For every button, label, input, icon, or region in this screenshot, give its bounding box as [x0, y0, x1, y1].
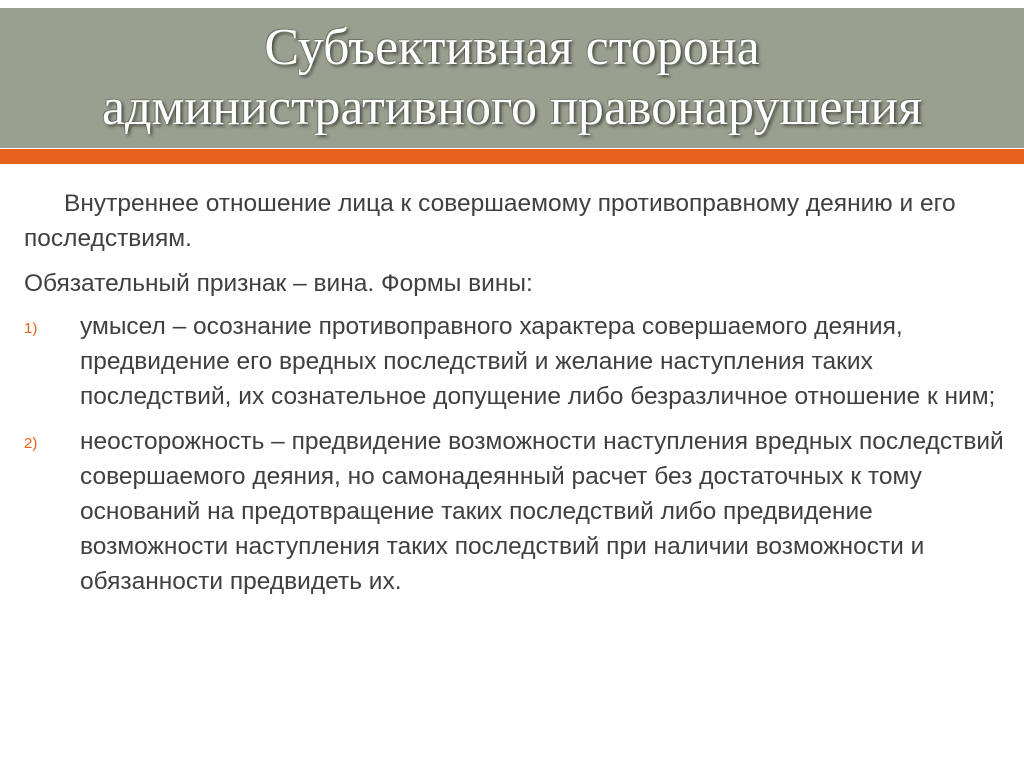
- slide-body: [24, 186, 1004, 609]
- list-marker: 1): [24, 320, 38, 337]
- definition-paragraph: Внутреннее отношение лица к совершаемому противоправному деянию и его последствиям.: [24, 190, 956, 252]
- guilt-paragraph: Обязательный признак – вина. Формы вины:: [24, 270, 533, 297]
- slide-title-line-2: административного правонарушения: [101, 79, 923, 136]
- accent-bar: [0, 149, 1024, 164]
- slide-title-line-1: Субъективная сторона: [264, 19, 760, 76]
- list-item: [24, 309, 1004, 414]
- list-item: [24, 424, 1004, 599]
- title-bar: [0, 8, 1024, 148]
- list-item-text: умысел – осознание противоправного характера совершаемого деяния, предвидение его вредных последствий и желание наступления таких последствий, их сознательное допущение либо безразличное отношение к ним;: [80, 313, 996, 410]
- guilt-forms-list: [24, 309, 1004, 599]
- list-item-text: неосторожность – предвидение возможности наступления вредных последствий совершаемого деяния, но самонадеянный расчет без достаточных к тому оснований на предотвращение таких последствий либо предвидение возможности наступления таких последствий при наличии возможности и обязанности предвидеть их.: [80, 428, 1004, 595]
- list-marker: 2): [24, 435, 38, 452]
